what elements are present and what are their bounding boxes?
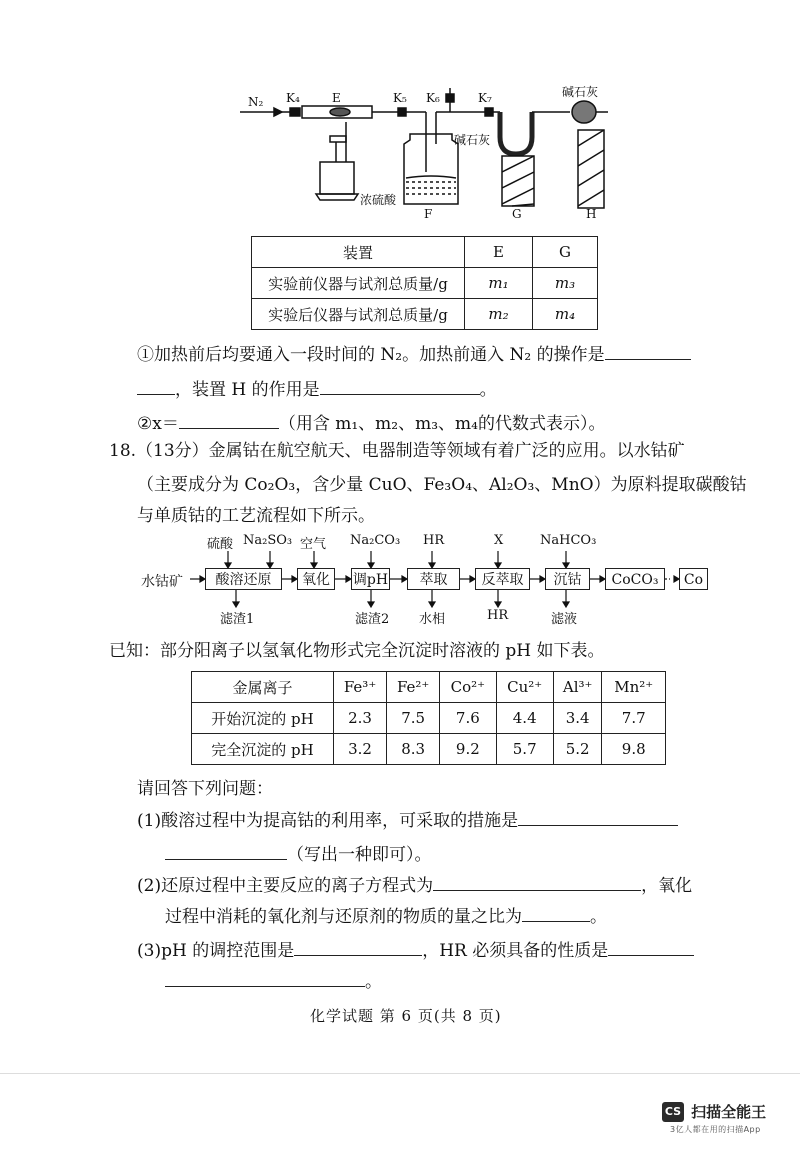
apparatus-diagram bbox=[240, 82, 620, 222]
flow-output: 滤液 bbox=[551, 612, 578, 627]
label-f: F bbox=[424, 207, 433, 221]
ph-table-header-cell: Al³⁺ bbox=[553, 672, 602, 703]
label-g: G bbox=[512, 207, 522, 221]
flow-box-precipitate-cobalt: 沉钴 bbox=[545, 568, 590, 590]
q1-line2: （写出一种即可）。 bbox=[165, 843, 432, 866]
flow-box-oxidation: 氧化 bbox=[297, 568, 335, 590]
q18-intro-line2: （主要成分为 Co₂O₃，含少量 CuO、Fe₃O₄、Al₂O₃、MnO）为原料提取碳酸钴 bbox=[137, 475, 747, 495]
label-conc-sulfuric: 浓硫酸 bbox=[360, 193, 397, 207]
mass-table-header-cell: E bbox=[465, 237, 533, 268]
flow-box-extraction: 萃取 bbox=[407, 568, 460, 590]
ph-table-header-cell: 金属离子 bbox=[192, 672, 334, 703]
q1-line1: (1)酸溶过程中为提高钴的利用率，可采取的措施是 bbox=[137, 809, 678, 832]
ph-table-header-cell: Fe²⁺ bbox=[387, 672, 440, 703]
ph-table-cell: 完全沉淀的 pH bbox=[192, 734, 334, 765]
q2-line1: (2)还原过程中主要反应的离子方程式为 ，氧化 bbox=[137, 876, 693, 896]
ph-table-cell: 7.6 bbox=[440, 703, 496, 734]
ph-table-header-cell: Mn²⁺ bbox=[602, 672, 666, 703]
answer-blank[interactable] bbox=[605, 343, 691, 360]
scanner-tagline: 3亿人都在用的扫描App bbox=[670, 1125, 761, 1134]
q3-line2: 。 bbox=[165, 970, 382, 993]
q17-part1-line2: ，装置 H 的作用是 。 bbox=[137, 378, 497, 401]
flow-input: NaHCO₃ bbox=[540, 533, 597, 548]
ph-table-cell: 7.7 bbox=[602, 703, 666, 734]
cs-logo-icon: CS bbox=[662, 1102, 684, 1122]
flow-start: 水钴矿 bbox=[141, 574, 183, 590]
ph-table-header-cell: Fe³⁺ bbox=[334, 672, 387, 703]
q18-intro: 18.（13分）金属钴在航空航天、电器制造等领域有着广泛的应用。以水钴矿 bbox=[109, 441, 685, 461]
flow-output: 滤渣2 bbox=[355, 612, 390, 627]
label-k5: K₅ bbox=[393, 91, 407, 105]
flow-output: HR bbox=[487, 608, 509, 623]
ph-table-cell: 9.2 bbox=[440, 734, 496, 765]
mass-table-cell: m₄ bbox=[533, 299, 598, 330]
ph-table-cell: 开始沉淀的 pH bbox=[192, 703, 334, 734]
answer-blank[interactable] bbox=[522, 905, 590, 922]
ph-table-cell: 5.2 bbox=[553, 734, 602, 765]
ph-table-cell: 3.4 bbox=[553, 703, 602, 734]
answer-blank[interactable] bbox=[320, 378, 480, 395]
answer-blank[interactable] bbox=[518, 809, 678, 826]
mass-table-header-cell: G bbox=[533, 237, 598, 268]
flow-input: HR bbox=[423, 533, 445, 548]
flow-output: 滤渣1 bbox=[220, 612, 255, 627]
flow-input: 硫酸 bbox=[207, 537, 234, 552]
flow-box-back-extraction: 反萃取 bbox=[475, 568, 530, 590]
answer-blank[interactable] bbox=[137, 378, 175, 395]
label-e: E bbox=[332, 91, 341, 105]
q3-line1: (3)pH 的调控范围是 ，HR 必须具备的性质是 bbox=[137, 939, 694, 962]
answer-blank[interactable] bbox=[608, 939, 694, 956]
label-k4: K₄ bbox=[286, 91, 300, 105]
answer-blank[interactable] bbox=[433, 874, 641, 891]
mass-table bbox=[251, 236, 598, 330]
ph-table-cell: 4.4 bbox=[496, 703, 553, 734]
answer-blank[interactable] bbox=[165, 970, 365, 987]
ph-table-cell: 9.8 bbox=[602, 734, 666, 765]
flow-box-adjust-ph: 调pH bbox=[351, 568, 390, 590]
label-soda-lime-top: 碱石灰 bbox=[562, 85, 599, 99]
ph-table-cell: 5.7 bbox=[496, 734, 553, 765]
mass-table-cell: m₁ bbox=[465, 268, 533, 299]
answer-blank[interactable] bbox=[179, 412, 279, 429]
flow-input: 空气 bbox=[300, 537, 327, 552]
mass-table-header-cell: 装置 bbox=[252, 237, 465, 268]
answer-blank[interactable] bbox=[165, 843, 287, 860]
label-n2: N₂ bbox=[248, 95, 264, 109]
label-soda-lime-u: 碱石灰 bbox=[454, 133, 491, 147]
ph-table-cell: 7.5 bbox=[387, 703, 440, 734]
flow-box-acid-reduction: 酸溶还原 bbox=[205, 568, 282, 590]
mass-table-cell: 实验前仪器与试剂总质量/g bbox=[252, 268, 465, 299]
ph-table-header-cell: Cu²⁺ bbox=[496, 672, 553, 703]
known-note: 已知：部分阳离子以氢氧化物形式完全沉淀时溶液的 pH 如下表。 bbox=[109, 641, 605, 661]
flow-box-cobalt: Co bbox=[679, 568, 708, 590]
mass-table-cell: m₃ bbox=[533, 268, 598, 299]
flow-input: Na₂SO₃ bbox=[243, 533, 293, 548]
label-k6: K₆ bbox=[426, 91, 440, 105]
q2-line2: 过程中消耗的氧化剂与还原剂的物质的量之比为 。 bbox=[165, 907, 607, 927]
ph-table-cell: 2.3 bbox=[334, 703, 387, 734]
page-footer: 化学试题 第 6 页(共 8 页) bbox=[310, 1007, 502, 1025]
question-number: 18. bbox=[109, 441, 137, 461]
ph-table-cell: 8.3 bbox=[387, 734, 440, 765]
scanner-watermark bbox=[662, 1101, 766, 1122]
flow-box-cobalt-carbonate: CoCO₃ bbox=[605, 568, 665, 590]
label-h: H bbox=[586, 207, 597, 221]
mass-table-cell: m₂ bbox=[465, 299, 533, 330]
flow-input: Na₂CO₃ bbox=[350, 533, 401, 548]
label-k7: K₇ bbox=[478, 91, 492, 105]
ph-table bbox=[191, 671, 666, 765]
questions-prompt: 请回答下列问题： bbox=[137, 779, 273, 799]
ph-table-header-cell: Co²⁺ bbox=[440, 672, 496, 703]
q17-part2: ②x＝ （用含 m₁、m₂、m₃、m₄的代数式表示）。 bbox=[137, 414, 606, 434]
mass-table-cell: 实验后仪器与试剂总质量/g bbox=[252, 299, 465, 330]
ph-table-cell: 3.2 bbox=[334, 734, 387, 765]
flow-input: X bbox=[494, 533, 504, 548]
q18-intro-line3: 与单质钴的工艺流程如下所示。 bbox=[137, 506, 375, 526]
q17-part1-line1: ①加热前后均要通入一段时间的 N₂。加热前通入 N₂ 的操作是 bbox=[137, 343, 691, 366]
answer-blank[interactable] bbox=[294, 939, 422, 956]
flow-output: 水相 bbox=[419, 612, 446, 627]
scanner-name: 扫描全能王 bbox=[691, 1103, 767, 1121]
page-divider bbox=[0, 1073, 800, 1074]
